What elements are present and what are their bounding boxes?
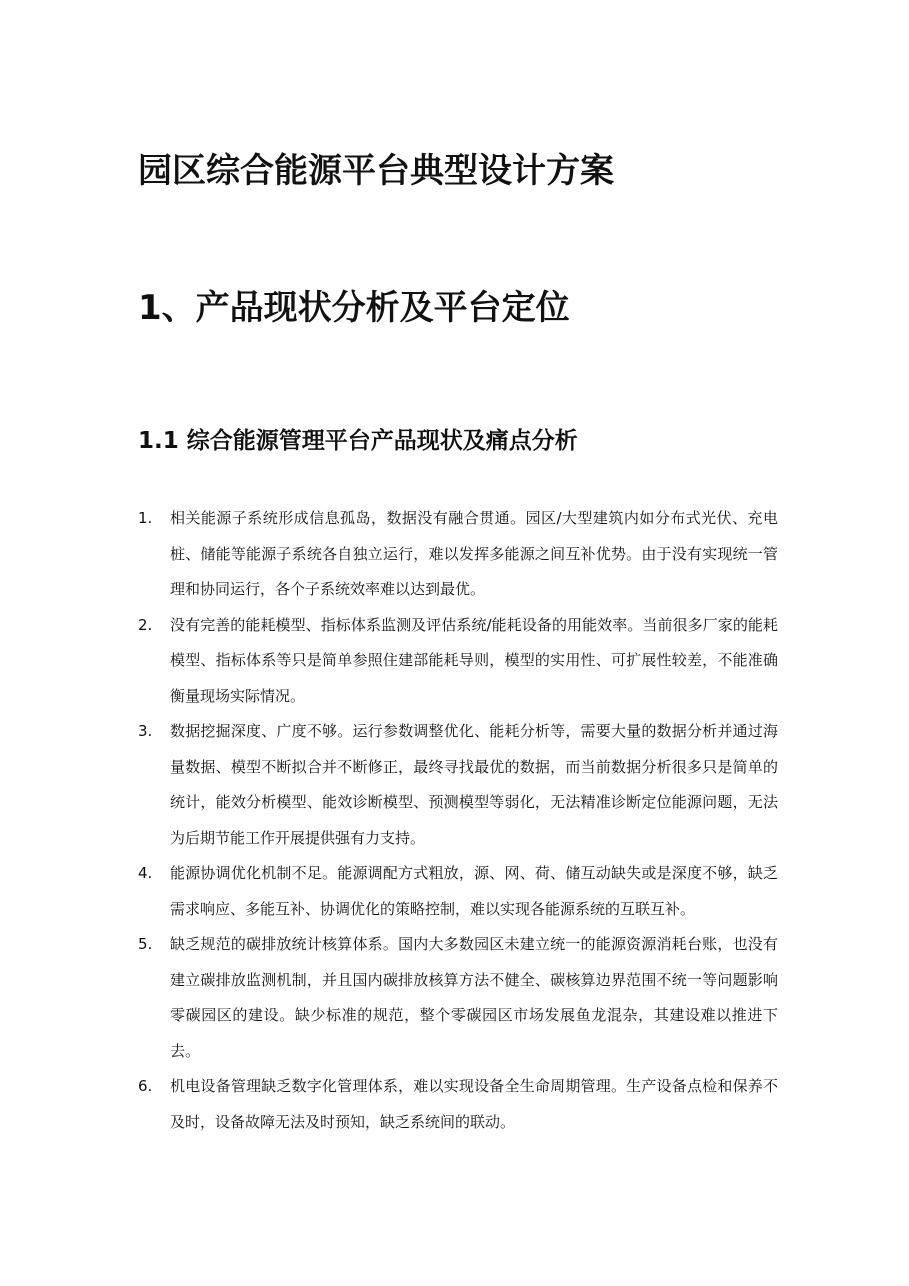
document-title: 园区综合能源平台典型设计方案 bbox=[138, 151, 614, 191]
list-item-text: 没有完善的能耗模型、指标体系监测及评估系统/能耗设备的用能效率。当前很多厂家的能耗模型、指标体系等只是简单参照住建部能耗导则，模型的实用性、可扩展性较差，不能准确衡量现场实际情况。 bbox=[170, 615, 778, 705]
list-item-text: 能源协调优化机制不足。能源调配方式粗放，源、网、荷、储互动缺失或是深度不够，缺乏需求响应、多能互补、协调优化的策略控制，难以实现各能源系统的互联互补。 bbox=[170, 864, 778, 918]
list-item bbox=[138, 714, 778, 856]
list-item-number: 2. bbox=[138, 615, 153, 634]
list-item bbox=[138, 856, 778, 927]
list-item-number: 5. bbox=[138, 935, 153, 953]
list-item-text: 相关能源子系统形成信息孤岛，数据没有融合贯通。园区/大型建筑内如分布式光伏、充电桩、储能等能源子系统各自独立运行，难以发挥多能源之间互补优势。由于没有实现统一管理和协同运行，各个子系统效率难以达到最优。 bbox=[170, 509, 778, 598]
subsection-heading-1-1: 1.1 综合能源管理平台产品现状及痛点分析 bbox=[138, 428, 578, 454]
list-item-number: 3. bbox=[138, 722, 153, 740]
list-item-number: 6. bbox=[138, 1077, 153, 1095]
list-item-text: 缺乏规范的碳排放统计核算体系。国内大多数园区未建立统一的能源资源消耗台账，也没有建立碳排放监测机制，并且国内碳排放核算方法不健全、碳核算边界范围不统一等问题影响零碳园区的建设。缺少标准的规范，整个零碳园区市场发展鱼龙混杂，其建设难以推进下去。 bbox=[170, 935, 778, 1060]
list-item-number: 1. bbox=[138, 509, 153, 527]
list-item bbox=[138, 501, 778, 608]
list-item bbox=[138, 927, 778, 1069]
section-heading-1: 1、产品现状分析及平台定位 bbox=[138, 288, 570, 328]
list-item-number: 4. bbox=[138, 864, 153, 882]
list-item bbox=[138, 608, 778, 715]
pain-point-list bbox=[138, 501, 778, 1140]
list-item-text: 数据挖掘深度、广度不够。运行参数调整优化、能耗分析等，需要大量的数据分析并通过海量数据、模型不断拟合并不断修正，最终寻找最优的数据，而当前数据分析很多只是简单的统计，能效分析模型、能效诊断模型、预测模型等弱化，无法精准诊断定位能源问题，无法为后期节能工作开展提供强有力支持。 bbox=[170, 722, 778, 847]
list-item bbox=[138, 1069, 778, 1140]
list-item-text: 机电设备管理缺乏数字化管理体系，难以实现设备全生命周期管理。生产设备点检和保养不及时，设备故障无法及时预知，缺乏系统间的联动。 bbox=[170, 1077, 778, 1131]
